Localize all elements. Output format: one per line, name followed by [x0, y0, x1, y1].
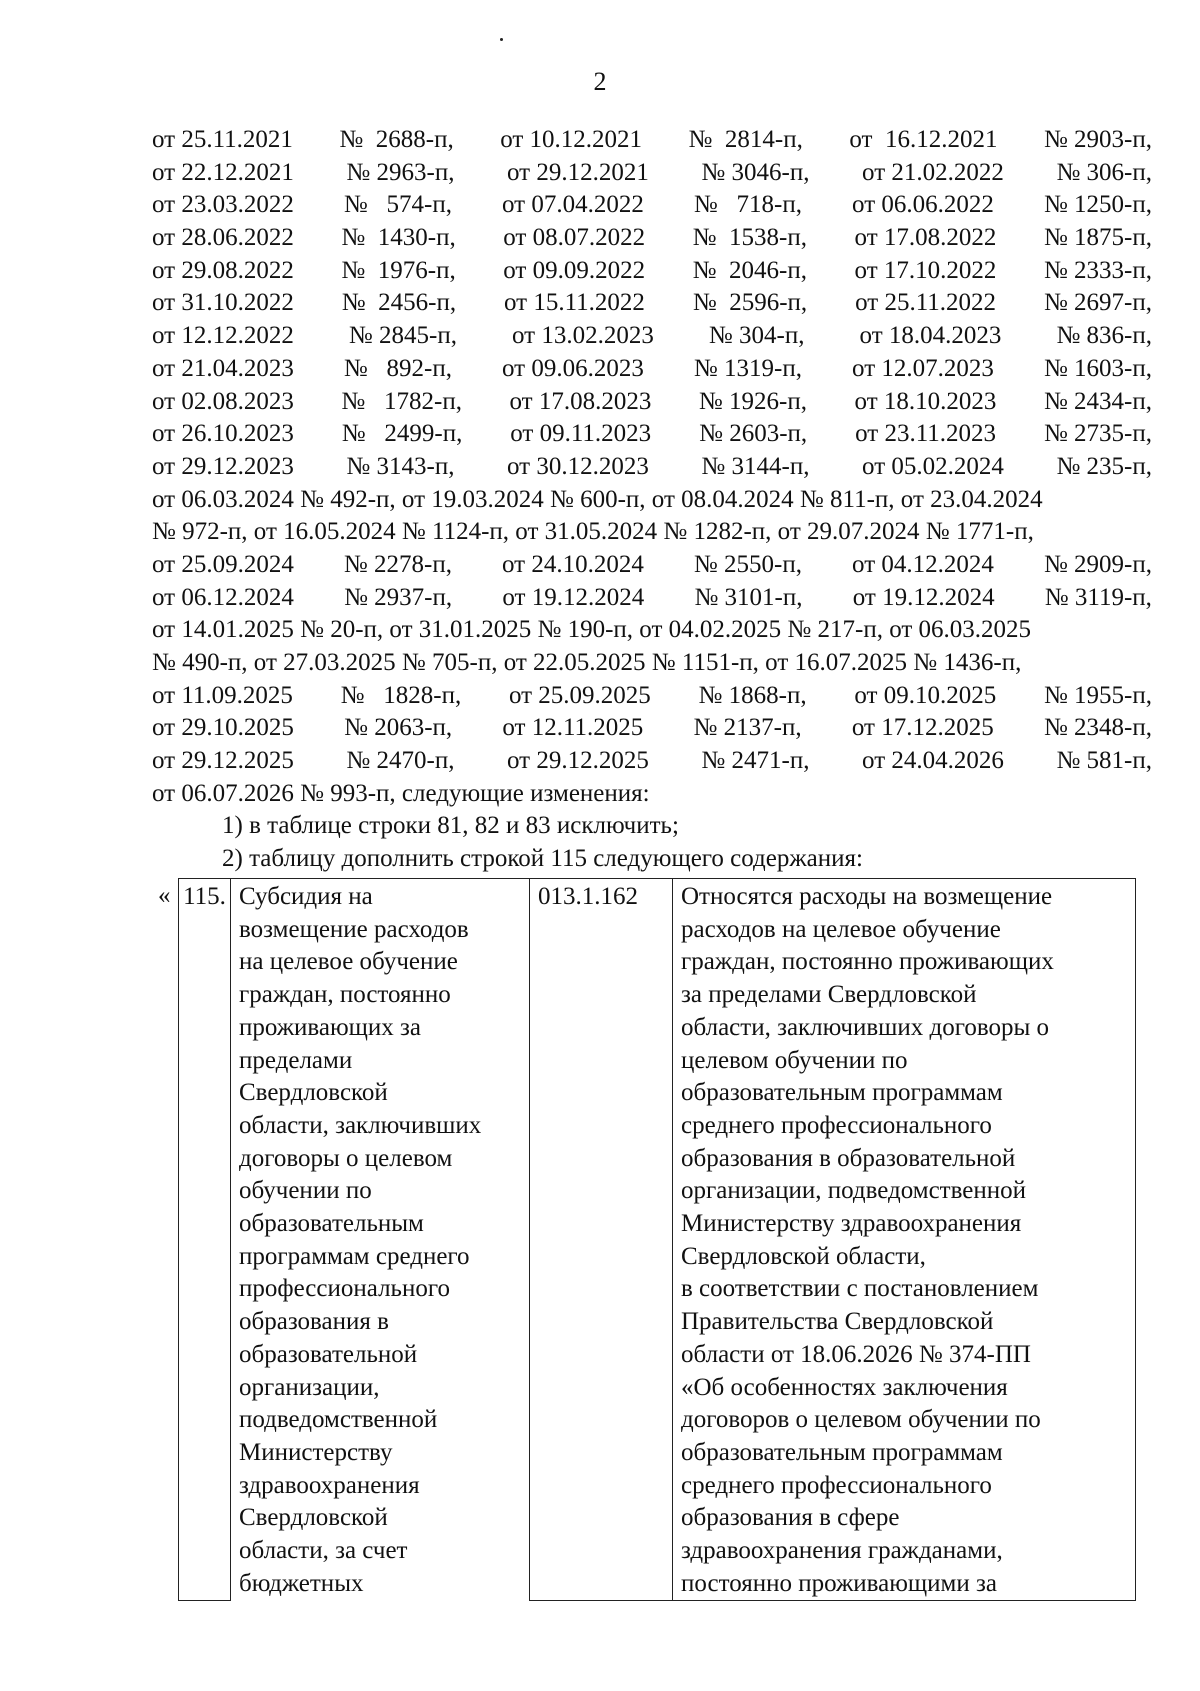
decree-line	[152, 287, 1152, 320]
description-line: здравоохранения гражданами,	[681, 1537, 1003, 1565]
decree-cell: от 25.09.2024	[152, 550, 294, 578]
decree-cell: № 2909-п,	[1043, 550, 1152, 578]
decree-line: от 06.07.2026 № 993-п, следующие изменения:	[152, 779, 650, 807]
decree-cell: № 3119-п,	[1044, 583, 1152, 611]
description-line: в соответствии с постановлением	[681, 1275, 1039, 1303]
decree-line	[152, 124, 1152, 157]
decree-cell: от 29.12.2025	[507, 747, 649, 775]
decree-cell: от 24.04.2026	[862, 747, 1004, 775]
decree-cell: № 3046-п,	[701, 158, 810, 186]
decree-cell: от 09.09.2022	[503, 256, 646, 284]
decree-cell: № 1926-п,	[698, 387, 807, 415]
decree-cell: № 2550-п,	[693, 550, 802, 578]
description-line: граждан, постоянно проживающих	[681, 948, 1054, 976]
decree-cell: от 07.04.2022	[502, 191, 644, 219]
decree-line	[152, 386, 1152, 419]
decree-cell: от 08.07.2022	[503, 224, 646, 252]
decree-cell: от 22.12.2021	[152, 158, 294, 186]
description-line: образовательным программам	[681, 1079, 1003, 1107]
name-line: Свердловской	[239, 1504, 388, 1532]
decree-cell: от 09.06.2023	[502, 354, 644, 382]
decree-cell: от 17.12.2025	[851, 714, 994, 742]
decree-cell: от 04.12.2024	[852, 550, 994, 578]
description-line: области от 18.06.2026 № 374-ПП	[681, 1340, 1031, 1368]
description-line: образования в сфере	[681, 1504, 900, 1532]
change-item: 2) таблицу дополнить строкой 115 следующего содержания:	[222, 845, 863, 873]
decree-cell: от 21.04.2023	[152, 354, 294, 382]
decree-line	[152, 189, 1152, 222]
decree-cell: от 25.11.2022	[855, 289, 997, 317]
name-line: граждан, постоянно	[239, 981, 451, 1009]
decree-cell: № 2697-п,	[1043, 289, 1152, 317]
decree-cell: № 1828-п,	[340, 681, 462, 709]
decree-cell: № 1603-п,	[1043, 354, 1152, 382]
change-item: 1) в таблице строки 81, 82 и 83 исключить;	[222, 812, 679, 840]
decree-line	[152, 712, 1152, 745]
decree-cell: от 12.07.2023	[852, 354, 994, 382]
decree-cell: от 15.11.2022	[504, 289, 645, 317]
decree-cell: № 581-п,	[1056, 747, 1152, 775]
description-line: среднего профессионального	[681, 1111, 992, 1139]
decree-cell: № 1875-п,	[1043, 224, 1152, 252]
decree-cell: № 2735-п,	[1043, 420, 1152, 448]
decree-cell: от 09.10.2025	[854, 681, 997, 709]
decree-line	[152, 451, 1152, 484]
decree-line	[152, 222, 1152, 255]
decree-cell: № 2937-п,	[344, 583, 453, 611]
decree-line	[152, 157, 1152, 190]
decree-cell: от 25.09.2025	[508, 681, 651, 709]
decree-cell: № 2603-п,	[699, 420, 808, 448]
description-line: среднего профессионального	[681, 1471, 992, 1499]
name-line: профессионального	[239, 1275, 450, 1303]
decree-cell: № 2845-п,	[348, 322, 457, 350]
decree-cell: № 718-п,	[693, 191, 802, 219]
document-body	[152, 124, 1152, 876]
decree-cell: от 23.11.2023	[855, 420, 997, 448]
description-line: Свердловской области,	[681, 1242, 926, 1270]
decree-cell: от 29.12.2025	[152, 747, 294, 775]
decree-cell: от 18.04.2023	[859, 322, 1002, 350]
decree-cell: от 31.10.2022	[152, 289, 294, 317]
description-line: за пределами Свердловской	[681, 981, 977, 1009]
decree-line: от 06.03.2024 № 492-п, от 19.03.2024 № 600-п, от 08.04.2024 № 811-п, от 23.04.2024	[152, 485, 1043, 513]
decree-line	[152, 418, 1152, 451]
stray-dot	[500, 38, 503, 41]
decree-cell: № 3101-п,	[694, 583, 803, 611]
decree-cell: № 1430-п,	[341, 224, 456, 252]
name-line: возмещение расходов	[239, 915, 469, 943]
decree-cell: № 2963-п,	[346, 158, 455, 186]
code-cell: 013.1.162	[530, 879, 673, 1601]
decree-cell: № 2046-п,	[692, 256, 807, 284]
name-line: образовательным	[239, 1210, 424, 1238]
decree-cell: от 29.08.2022	[152, 256, 294, 284]
name-line: образовательной	[239, 1340, 418, 1368]
name-line: обучении по	[239, 1177, 372, 1205]
description-line: «Об особенностях заключения	[681, 1373, 1008, 1401]
decree-line	[152, 353, 1152, 386]
name-line: Субсидия на	[239, 883, 373, 910]
decree-cell: от 12.11.2025	[502, 714, 644, 742]
decree-cell: от 29.10.2025	[152, 714, 294, 742]
description-line: образовательным программам	[681, 1438, 1003, 1466]
decree-cell: № 304-п,	[708, 322, 805, 350]
decree-line	[152, 680, 1152, 713]
row-number-cell: 115.	[179, 879, 231, 1601]
amendment-table	[178, 878, 1136, 1601]
decree-line	[152, 745, 1152, 778]
decree-cell: от 18.10.2023	[854, 387, 997, 415]
decree-cell: № 1538-п,	[692, 224, 807, 252]
decree-cell: от 21.02.2022	[862, 158, 1004, 186]
name-line: Министерству	[239, 1438, 393, 1466]
decree-cell: № 1955-п,	[1043, 681, 1152, 709]
name-line: договоры о целевом	[239, 1144, 453, 1172]
decree-cell: № 2596-п,	[692, 289, 808, 317]
decree-cell: от 05.02.2024	[862, 452, 1004, 480]
name-line: образования в	[239, 1308, 389, 1336]
decree-line	[152, 320, 1152, 353]
decree-cell: от 30.12.2023	[507, 452, 649, 480]
decree-cell: от 17.08.2022	[854, 224, 997, 252]
name-line: проживающих за	[239, 1013, 422, 1041]
decree-cell: от 17.08.2023	[509, 387, 652, 415]
decree-cell: № 2903-п,	[1043, 126, 1152, 153]
description-line: образования в образовательной	[681, 1144, 1016, 1172]
decree-cell: от 02.08.2023	[152, 387, 294, 415]
decree-cell: от 23.03.2022	[152, 191, 294, 219]
decree-cell: № 2688-п,	[339, 126, 454, 153]
decree-cell: № 2456-п,	[341, 289, 457, 317]
decree-cell: № 235-п,	[1056, 452, 1152, 480]
decree-cell: № 836-п,	[1056, 322, 1152, 350]
decree-cell: № 2471-п,	[701, 747, 810, 775]
decree-cell: № 2333-п,	[1043, 256, 1152, 284]
name-line: здравоохранения	[239, 1471, 420, 1499]
decree-cell: от 10.12.2021	[500, 126, 643, 153]
decree-cell: от 24.10.2024	[502, 550, 644, 578]
name-line: области, за счет	[239, 1537, 408, 1565]
name-line: организации,	[239, 1373, 380, 1401]
name-line: на целевое обучение	[239, 948, 458, 976]
decree-cell: № 2814-п,	[688, 126, 803, 153]
decree-cell: от 19.12.2024	[852, 583, 995, 611]
decree-cell: от 13.02.2023	[512, 322, 654, 350]
decree-cell: № 2434-п,	[1043, 387, 1152, 415]
decree-cell: от 29.12.2023	[152, 452, 294, 480]
decree-line	[152, 549, 1152, 582]
description-line: постоянно проживающими за	[681, 1569, 997, 1597]
description-line: Правительства Свердловской	[681, 1308, 994, 1336]
decree-cell: № 2137-п,	[693, 714, 802, 742]
name-line: области, заключивших	[239, 1111, 482, 1139]
description-line: целевом обучении по	[681, 1046, 908, 1074]
decree-cell: № 1782-п,	[341, 387, 462, 415]
name-line: Свердловской	[239, 1079, 388, 1107]
decree-cell: № 1868-п,	[698, 681, 807, 709]
description-line: организации, подведомственной	[681, 1177, 1026, 1205]
decree-cell: № 2278-п,	[343, 550, 452, 578]
decree-cell: от 17.10.2022	[854, 256, 997, 284]
description-line: Министерству здравоохранения	[681, 1210, 1022, 1238]
decree-line: № 490-п, от 27.03.2025 № 705-п, от 22.05.2025 № 1151-п, от 16.07.2025 № 1436-п,	[152, 649, 1022, 676]
name-line: программам среднего	[239, 1242, 470, 1270]
decree-cell: от 26.10.2023	[152, 420, 294, 448]
decree-cell: № 574-п,	[343, 191, 452, 219]
decree-cell: № 1976-п,	[341, 256, 456, 284]
description-cell	[673, 879, 1136, 1601]
decree-cell: № 1319-п,	[693, 354, 802, 382]
decree-cell: № 1250-п,	[1043, 191, 1152, 219]
decree-cell: от 28.06.2022	[152, 224, 294, 252]
decree-cell: № 3143-п,	[346, 452, 455, 480]
table-row	[179, 879, 1136, 1601]
open-quote: «	[158, 882, 171, 909]
decree-cell: от 16.12.2021	[849, 126, 998, 153]
decree-cell: № 306-п,	[1056, 158, 1152, 186]
decree-line	[152, 582, 1152, 615]
decree-cell: от 06.06.2022	[852, 191, 994, 219]
decree-line: № 972-п, от 16.05.2024 № 1124-п, от 31.05.2024 № 1282-п, от 29.07.2024 № 1771-п,	[152, 518, 1034, 546]
name-line: пределами	[239, 1046, 353, 1074]
decree-cell: от 09.11.2023	[510, 420, 652, 448]
description-line: Относятся расходы на возмещение	[681, 883, 1053, 910]
decree-cell: от 25.11.2021	[152, 126, 293, 153]
decree-cell: № 2063-п,	[344, 714, 453, 742]
description-line: договоров о целевом обучении по	[681, 1406, 1041, 1434]
decree-cell: № 2470-п,	[346, 747, 455, 775]
name-cell	[231, 879, 530, 1601]
description-line: расходов на целевое обучение	[681, 915, 1001, 943]
decree-cell: № 3144-п,	[701, 452, 810, 480]
description-line: области, заключивших договоры о	[681, 1013, 1050, 1041]
decree-cell: от 11.09.2025	[152, 681, 293, 709]
decree-cell: от 06.12.2024	[152, 583, 294, 611]
decree-cell: № 2348-п,	[1043, 714, 1152, 742]
name-line: бюджетных	[239, 1569, 364, 1597]
name-line: подведомственной	[239, 1406, 438, 1434]
decree-cell: от 12.12.2022	[152, 322, 294, 350]
decree-cell: № 2499-п,	[341, 420, 463, 448]
decree-cell: № 892-п,	[343, 354, 452, 382]
decree-line: от 14.01.2025 № 20-п, от 31.01.2025 № 190-п, от 04.02.2025 № 217-п, от 06.03.2025	[152, 616, 1032, 644]
decree-cell: от 29.12.2021	[507, 158, 649, 186]
page-number: 2	[593, 67, 607, 96]
decree-line	[152, 255, 1152, 288]
decree-cell: от 19.12.2024	[502, 583, 645, 611]
